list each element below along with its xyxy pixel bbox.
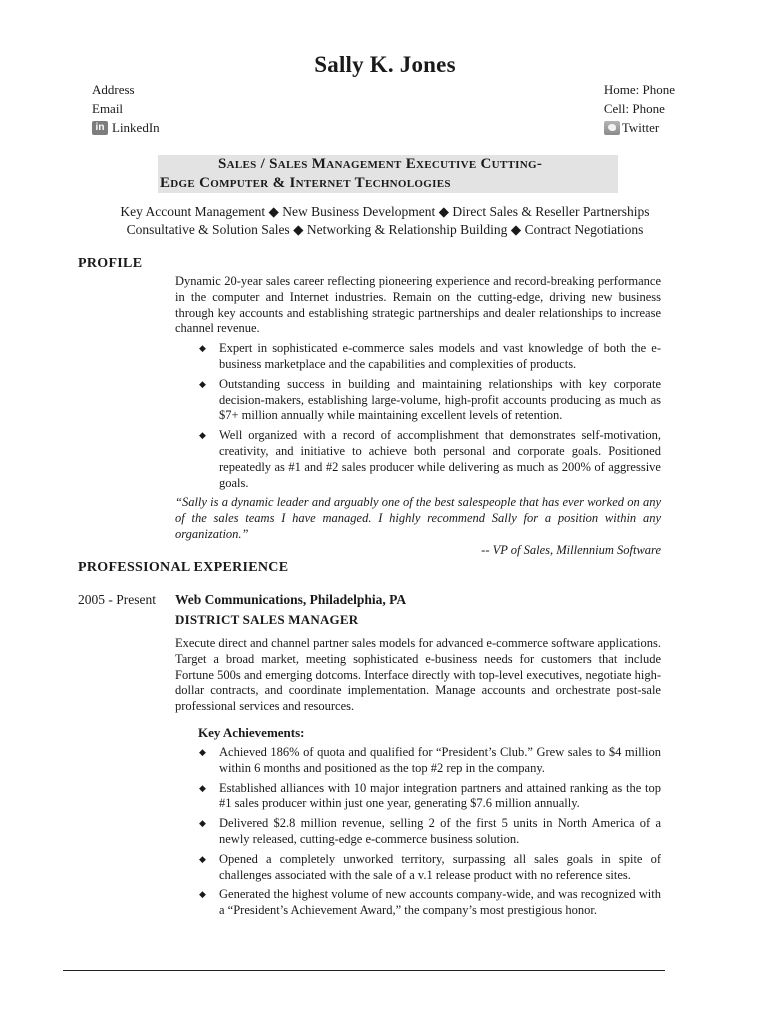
recommendation-quote: “Sally is a dynamic leader and arguably one of the best salespeople that has ever worked on any of the sales teams I have managed. I highly recommend Sally for a position within any organization.” bbox=[175, 495, 661, 541]
achievement-text: Established alliances with 10 major integration partners and attained ranking as the top #1 sales producer within just one year, generating $7.6 million annually. bbox=[219, 780, 661, 811]
contact-left bbox=[92, 80, 160, 137]
bullet-text: Expert in sophisticated e-commerce sales models and vast knowledge of both the e-business marketplace and the capabilities and complexities of products. bbox=[219, 341, 661, 371]
list-item bbox=[175, 816, 661, 848]
achievements-heading: Key Achievements: bbox=[198, 725, 305, 740]
achievements-body bbox=[175, 741, 661, 919]
diamond-bullet-icon: ◆ bbox=[199, 343, 206, 354]
job-company: Web Communications, Philadelphia, PA bbox=[175, 592, 407, 607]
title-banner-line-1: Sales / Sales Management Executive Cutting- bbox=[218, 156, 543, 172]
list-item bbox=[175, 781, 661, 813]
candidate-name: Sally K. Jones bbox=[314, 52, 456, 77]
twitter-label[interactable]: Twitter bbox=[621, 120, 660, 135]
skills-line-1: Key Account Management ◆ New Business Development ◆ Direct Sales & Reseller Partnerships bbox=[120, 204, 650, 219]
list-item bbox=[175, 341, 661, 373]
list-item bbox=[175, 887, 661, 919]
diamond-bullet-icon: ◆ bbox=[199, 782, 206, 793]
job-title: DISTRICT SALES MANAGER bbox=[175, 612, 359, 627]
title-banner bbox=[158, 155, 618, 193]
skills-summary bbox=[0, 203, 770, 239]
job-dates: 2005 - Present bbox=[78, 592, 156, 607]
diamond-bullet-icon: ◆ bbox=[199, 889, 206, 900]
achievement-text: Opened a completely unworked territory, surpassing all sales goals in spite of challenges associated with the sale of a v.1 release product with no reference sites. bbox=[219, 851, 661, 882]
list-item bbox=[175, 377, 661, 424]
linkedin-line[interactable] bbox=[92, 118, 160, 137]
diamond-bullet-icon: ◆ bbox=[199, 853, 206, 864]
skills-line-2: Consultative & Solution Sales ◆ Networking & Relationship Building ◆ Contract Negotiations bbox=[126, 222, 644, 237]
twitter-line[interactable] bbox=[604, 118, 675, 137]
diamond-bullet-icon: ◆ bbox=[199, 818, 206, 829]
linkedin-label[interactable]: LinkedIn bbox=[112, 120, 160, 135]
bullet-text: Well organized with a record of accomplishment that demonstrates self-motivation, creativity, and initiative to achieve both personal and corporate goals. Positioned repeatedly as #1 and #2 sales producer while delivering as much as 200% of aggressive goals. bbox=[219, 428, 661, 490]
achievement-text: Achieved 186% of quota and qualified for “President’s Club.” Grew sales to $4 million within 6 months and positioned as the top #2 rep in the company. bbox=[219, 745, 661, 775]
email-line: Email bbox=[92, 101, 124, 116]
achievement-text: Generated the highest volume of new accounts company-wide, and was recognized with a “President’s Achievement Award,” the company’s most prestigious honor. bbox=[219, 887, 661, 918]
contact-right bbox=[604, 80, 675, 137]
diamond-bullet-icon: ◆ bbox=[199, 378, 206, 389]
experience-heading: PROFESSIONAL EXPERIENCE bbox=[78, 560, 289, 575]
job-description: Execute direct and channel partner sales models for advanced e-commerce software applications. Target a broad market, meeting sophisticated e-business needs for customers that include Fortune 500s and emerging dotcoms. Interface directly with top-level executives, negotiate high-dollar contracts, and coordinate implementation. Manage accounts and orchestrate post-sale professional services and resources. bbox=[175, 636, 661, 714]
footer-divider bbox=[63, 970, 665, 971]
profile-summary: Dynamic 20-year sales career reflecting pioneering experience and record-breaking performance in the computer and Internet industries. Remain on the cutting-edge, driving new business through key accounts and establishing strategic partnerships and dealer relationships to increase channel revenue. bbox=[175, 274, 661, 336]
list-item bbox=[175, 745, 661, 777]
cell-phone-line: Cell: Phone bbox=[603, 101, 665, 116]
diamond-bullet-icon: ◆ bbox=[199, 430, 206, 441]
profile-heading: PROFILE bbox=[78, 256, 143, 271]
achievement-text: Delivered $2.8 million revenue, selling 2 of the first 5 units in North America of a newly released, cutting-edge e-commerce business solution. bbox=[219, 816, 661, 846]
achievements-list bbox=[175, 745, 661, 919]
quote-attribution: -- VP of Sales, Millennium Software bbox=[481, 542, 661, 557]
profile-body bbox=[175, 274, 661, 559]
title-banner-line-2: Edge Computer & Internet Technologies bbox=[160, 175, 451, 191]
list-item bbox=[175, 852, 661, 884]
bullet-text: Outstanding success in building and maintaining relationships with key corporate decision-makers, establishing large-volume, high-profit accounts producing as much as $7+ million annually while maintaining excellent levels of retention. bbox=[219, 376, 661, 423]
list-item bbox=[175, 428, 661, 491]
profile-bullet-list bbox=[175, 341, 661, 491]
diamond-bullet-icon: ◆ bbox=[199, 747, 206, 757]
address-line: Address bbox=[92, 82, 135, 97]
home-phone-line: Home: Phone bbox=[603, 82, 675, 97]
twitter-icon bbox=[604, 121, 620, 135]
linkedin-icon: in bbox=[92, 121, 108, 135]
